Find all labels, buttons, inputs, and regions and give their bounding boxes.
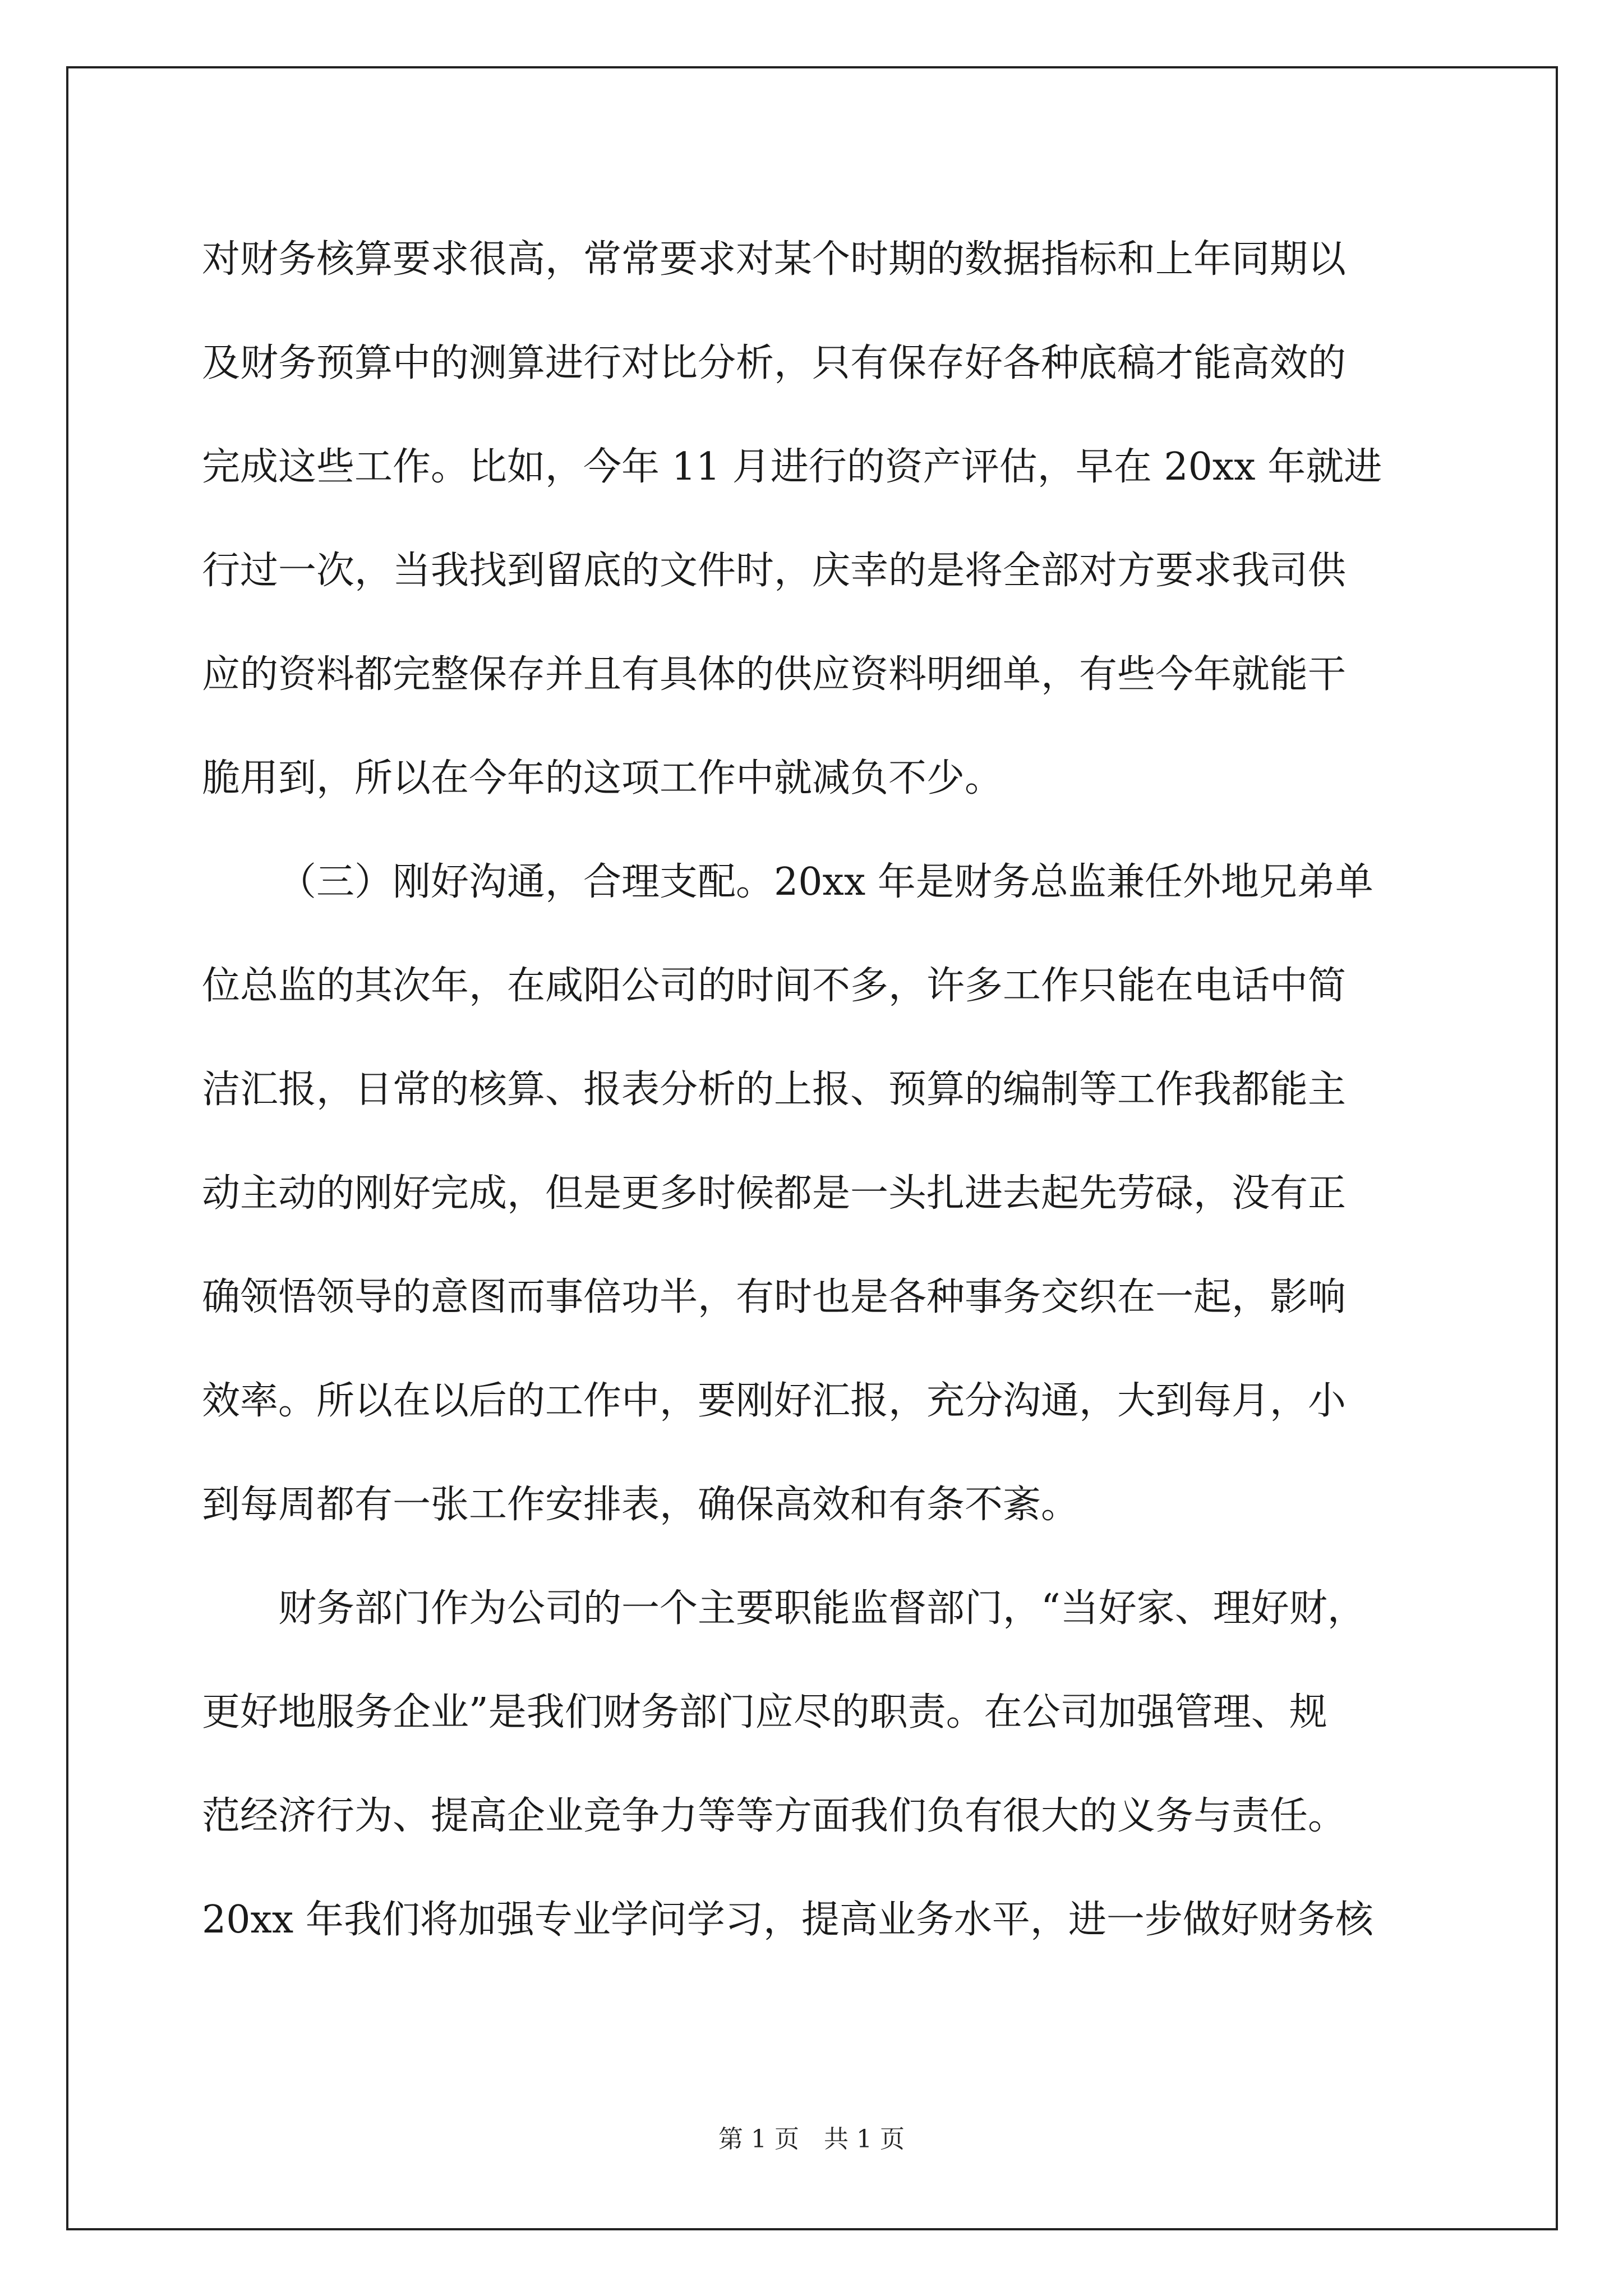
text-line: 洁汇报，日常的核算、报表分析的上报、预算的编制等工作我都能主 [202, 1068, 1347, 1112]
page-footer: 第 1 页 共 1 页 [718, 2125, 905, 2154]
text-line: 应的资料都完整保存并且有具体的供应资料明细单，有些今年就能干 [202, 652, 1347, 697]
text-line: 完成这些工作。比如，今年 11 月进行的资产评估，早在 20xx 年就进 [202, 445, 1382, 489]
text-line: 范经济行为、提高企业竞争力等等方面我们负有很大的义务与责任。 [202, 1794, 1347, 1838]
text-line: 动主动的刚好完成，但是更多时候都是一头扎进去起先劳碌，没有正 [202, 1171, 1347, 1216]
text-line: 确领悟领导的意图而事倍功半，有时也是各种事务交织在一起，影响 [202, 1275, 1347, 1319]
document-body [202, 208, 1430, 1972]
text-line: 20xx 年我们将加强专业学问学习，提高业务水平，进一步做好财务核 [202, 1898, 1373, 1942]
text-line: 位总监的其次年，在咸阳公司的时间不多，许多工作只能在电话中简 [202, 964, 1347, 1008]
text-line: 更好地服务企业”是我们财务部门应尽的职责。在公司加强管理、规 [202, 1690, 1327, 1734]
text-line: 对财务核算要求很高，常常要求对某个时期的数据指标和上年同期以 [202, 237, 1347, 282]
paragraph-start-line: （三）刚好沟通，合理支配。20xx 年是财务总监兼任外地兄弟单 [278, 860, 1373, 904]
text-line: 及财务预算中的测算进行对比分析，只有保存好各种底稿才能高效的 [202, 341, 1347, 385]
text-line: 脆用到，所以在今年的这项工作中就减负不少。 [202, 756, 1003, 800]
paragraph-start-line: 财务部门作为公司的一个主要职能监督部门，“当好家、理好财， [278, 1586, 1366, 1631]
text-line: 到每周都有一张工作安排表，确保高效和有条不紊。 [202, 1483, 1080, 1527]
text-line: 行过一次，当我找到留底的文件时，庆幸的是将全部对方要求我司供 [202, 549, 1347, 593]
text-line: 效率。所以在以后的工作中，要刚好汇报，充分沟通，大到每月，小 [202, 1379, 1347, 1423]
